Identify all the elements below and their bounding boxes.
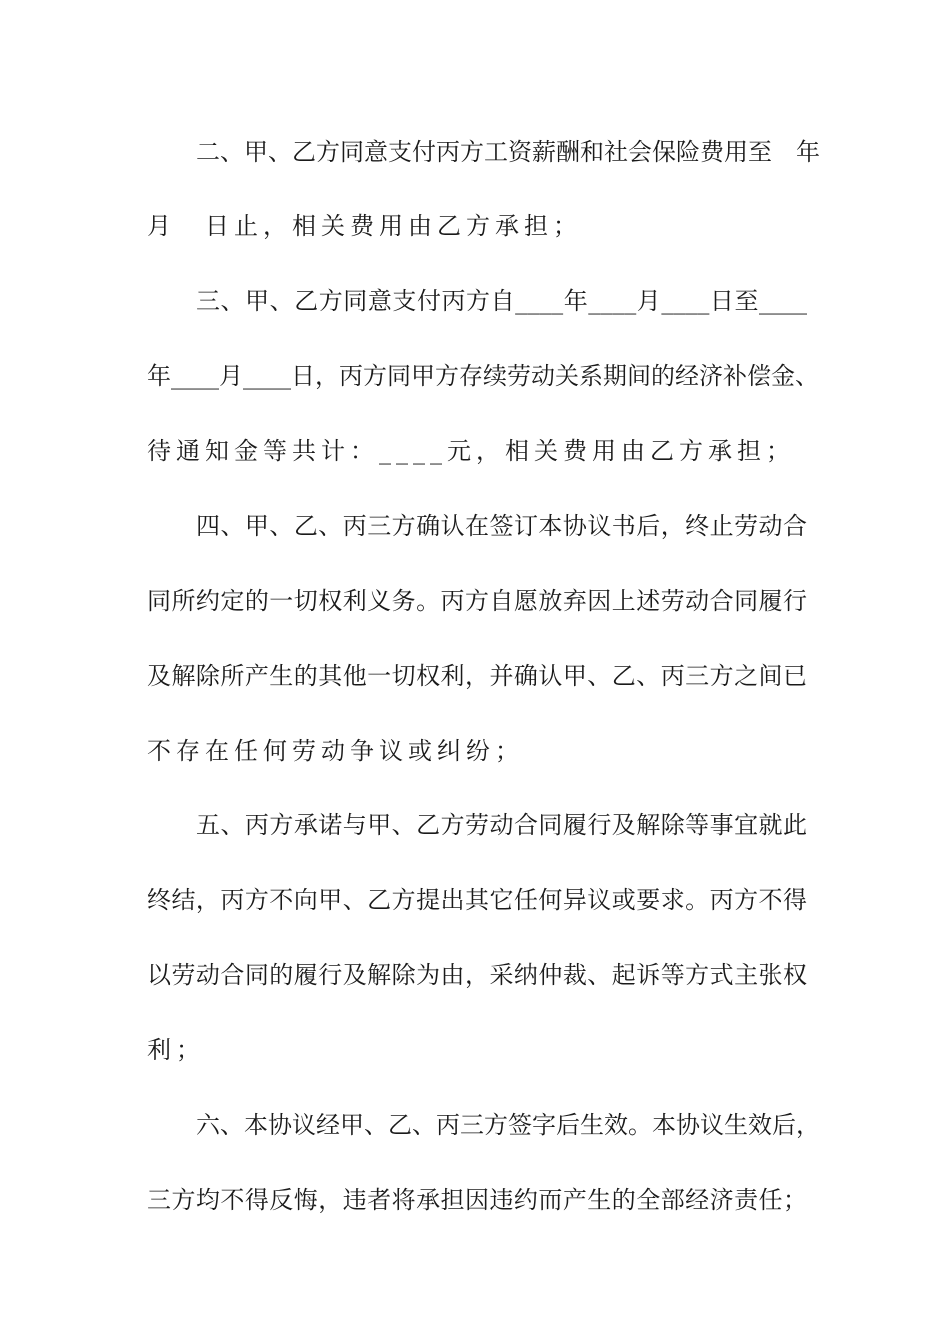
clause-5-line-2: 终结，丙方不向甲、乙方提出其它任何异议或要求。丙方不得 [147, 886, 807, 914]
clause-2-line-2: 月 日止，相关费用由乙方承担； [147, 212, 582, 240]
clause-4-line-4: 不存在任何劳动争议或纠纷； [147, 737, 524, 765]
clause-5-line-1: 五、丙方承诺与甲、乙方劳动合同履行及解除等事宜就此 [196, 811, 807, 839]
clause-3-line-2: 年____月____日，丙方同甲方存续劳动关系期间的经济补偿金、 [147, 362, 819, 390]
clause-4-line-1: 四、甲、乙、丙三方确认在签订本协议书后，终止劳动合 [196, 512, 807, 540]
clause-6-line-1: 六、本协议经甲、乙、丙三方签字后生效。本协议生效后， [196, 1111, 820, 1139]
clause-5-line-4: 利； [147, 1036, 205, 1064]
clause-5-line-3: 以劳动合同的履行及解除为由，采纳仲裁、起诉等方式主张权 [147, 961, 807, 989]
clause-4-line-2: 同所约定的一切权利义务。丙方自愿放弃因上述劳动合同履行 [147, 587, 807, 615]
clause-6-line-2: 三方均不得反悔，违者将承担因违约而产生的全部经济责任； [147, 1186, 807, 1214]
clause-3-line-3: 待通知金等共计：____元，相关费用由乙方承担； [147, 437, 795, 465]
clause-4-line-3: 及解除所产生的其他一切权利，并确认甲、乙、丙三方之间已 [147, 662, 807, 690]
clause-2-line-1: 二、甲、乙方同意支付丙方工资薪酬和社会保险费用至 年 [196, 138, 820, 166]
clause-3-line-1: 三、甲、乙方同意支付丙方自____年____月____日至____ [196, 287, 807, 315]
